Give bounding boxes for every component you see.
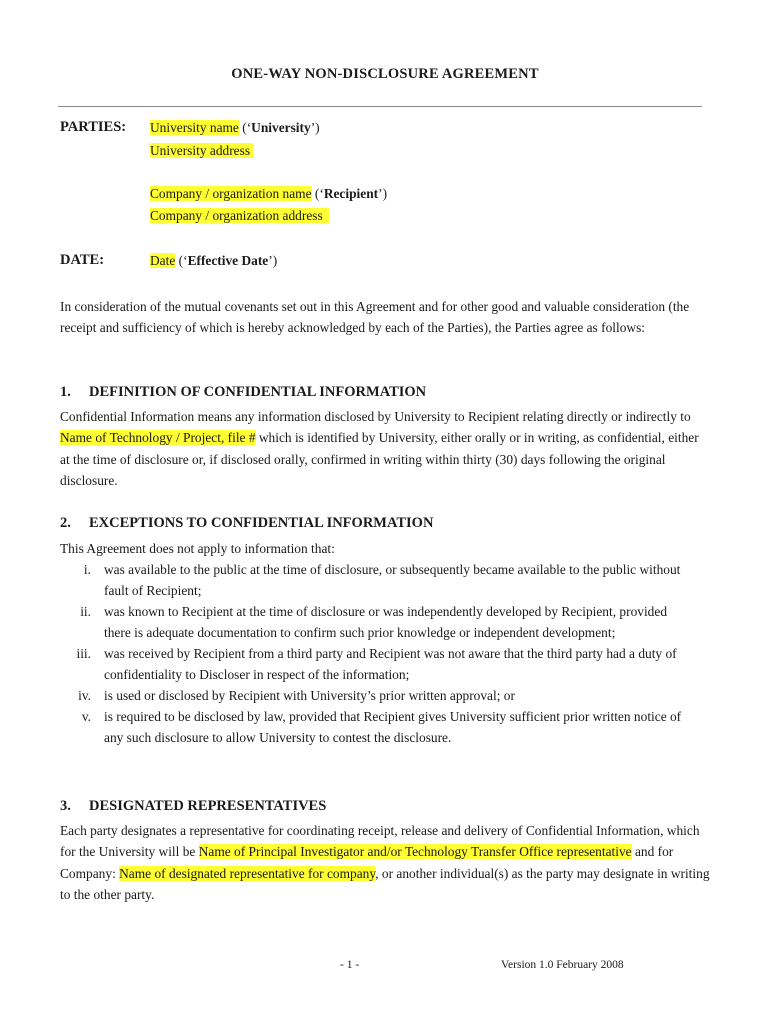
section-title: DESIGNATED REPRESENTATIVES	[89, 798, 327, 814]
company-name-field: Company / organization name	[150, 186, 312, 201]
list-item-text: was available to the public at the time of disclosure, or subsequently became available to the public without fault of Recipient;	[104, 562, 681, 598]
company-line	[150, 186, 387, 202]
company-address-line	[150, 208, 329, 224]
section-3-text-a: Each party designates a representative for coordinating receipt, release and delivery of Confidential Information, which for the University will be	[60, 823, 700, 860]
version-label: Version 1.0 February 2008	[501, 959, 624, 971]
section-3-heading	[60, 798, 326, 815]
effective-date-defined-term: Effective Date	[187, 253, 269, 268]
paren-open: (‘	[238, 120, 252, 135]
section-3-text-c: , or another individual(s) as the party may designate in writing to the other party.	[60, 865, 710, 902]
page-number: - 1 -	[340, 959, 360, 971]
list-item	[60, 601, 720, 643]
list-item	[60, 643, 720, 685]
company-representative-field: Name of designated representative for company	[119, 865, 376, 881]
university-address-line	[150, 143, 253, 159]
section-title: DEFINITION OF CONFIDENTIAL INFORMATION	[89, 384, 427, 400]
exceptions-list	[60, 559, 720, 748]
section-2-heading	[60, 515, 433, 532]
university-line	[150, 120, 320, 136]
company-address-field: Company / organization address	[150, 208, 330, 223]
title-divider	[58, 106, 702, 107]
list-item-number: iii.	[76, 646, 91, 661]
list-item-number: v.	[81, 709, 91, 724]
section-number: 3.	[60, 798, 71, 814]
section-2-intro: This Agreement does not apply to information that:	[60, 541, 335, 556]
document-title: ONE-WAY NON-DISCLOSURE AGREEMENT	[231, 66, 539, 82]
university-address-field: University address	[150, 143, 254, 158]
list-item-text: is used or disclosed by Recipient with University’s prior written approval; or	[104, 688, 515, 703]
university-name-field: University name	[150, 120, 239, 135]
section-1-text-a: Confidential Information means any information disclosed by University to Recipient relating directly or indirectly to	[60, 409, 691, 424]
section-1-text-b: which is identified by University, either orally or in writing, as confidential, either at the time of disclosure or, if disclosed orally, confirmed in writing within thirty (30) days following the original disclosure.	[60, 430, 699, 488]
university-defined-term: University	[251, 120, 311, 135]
recipient-defined-term: Recipient	[323, 186, 379, 201]
list-item	[60, 706, 720, 748]
list-item-text: is required to be disclosed by law, provided that Recipient gives University sufficient prior written notice of any such disclosure to allow University to contest the disclosure.	[104, 709, 682, 745]
section-1-heading	[60, 384, 426, 401]
list-item	[60, 685, 720, 706]
paren-open: (‘	[311, 186, 324, 201]
date-label: DATE:	[60, 252, 105, 268]
paren-open: (‘	[175, 253, 188, 268]
paren-close: ’)	[378, 186, 388, 201]
section-3-paragraph	[60, 820, 710, 905]
section-1-paragraph	[60, 406, 710, 491]
intro-paragraph: In consideration of the mutual covenants set out in this Agreement and for other good and valuable consideration (the receipt and sufficiency of which is hereby acknowledged by each of the Parties), the Parties agree as follows:	[60, 299, 690, 336]
list-item-number: iv.	[78, 688, 91, 703]
section-number: 1.	[60, 384, 71, 400]
list-item-number: ii.	[80, 604, 91, 619]
list-item-text: was known to Recipient at the time of disclosure or was independently developed by Recipient, provided there is adequate documentation to confirm such prior knowledge or independent development;	[104, 604, 668, 640]
date-line	[150, 253, 277, 269]
paren-close: ’)	[310, 120, 320, 135]
representative-name-field: Name of Principal Investigator and/or Technology Transfer Office representative	[198, 844, 632, 860]
list-item-text: was received by Recipient from a third party and Recipient was not aware that the third party had a duty of confidentiality to Discloser in respect of the information;	[104, 646, 677, 682]
parties-label: PARTIES:	[60, 119, 127, 135]
list-item	[60, 559, 720, 601]
section-3-text-b: and for Company:	[60, 844, 674, 881]
section-number: 2.	[60, 515, 71, 531]
section-title: EXCEPTIONS TO CONFIDENTIAL INFORMATION	[89, 515, 434, 531]
date-field: Date	[150, 253, 176, 268]
technology-name-field: Name of Technology / Project, file #	[60, 430, 256, 446]
list-item-number: i.	[83, 562, 91, 577]
paren-close: ’)	[268, 253, 278, 268]
